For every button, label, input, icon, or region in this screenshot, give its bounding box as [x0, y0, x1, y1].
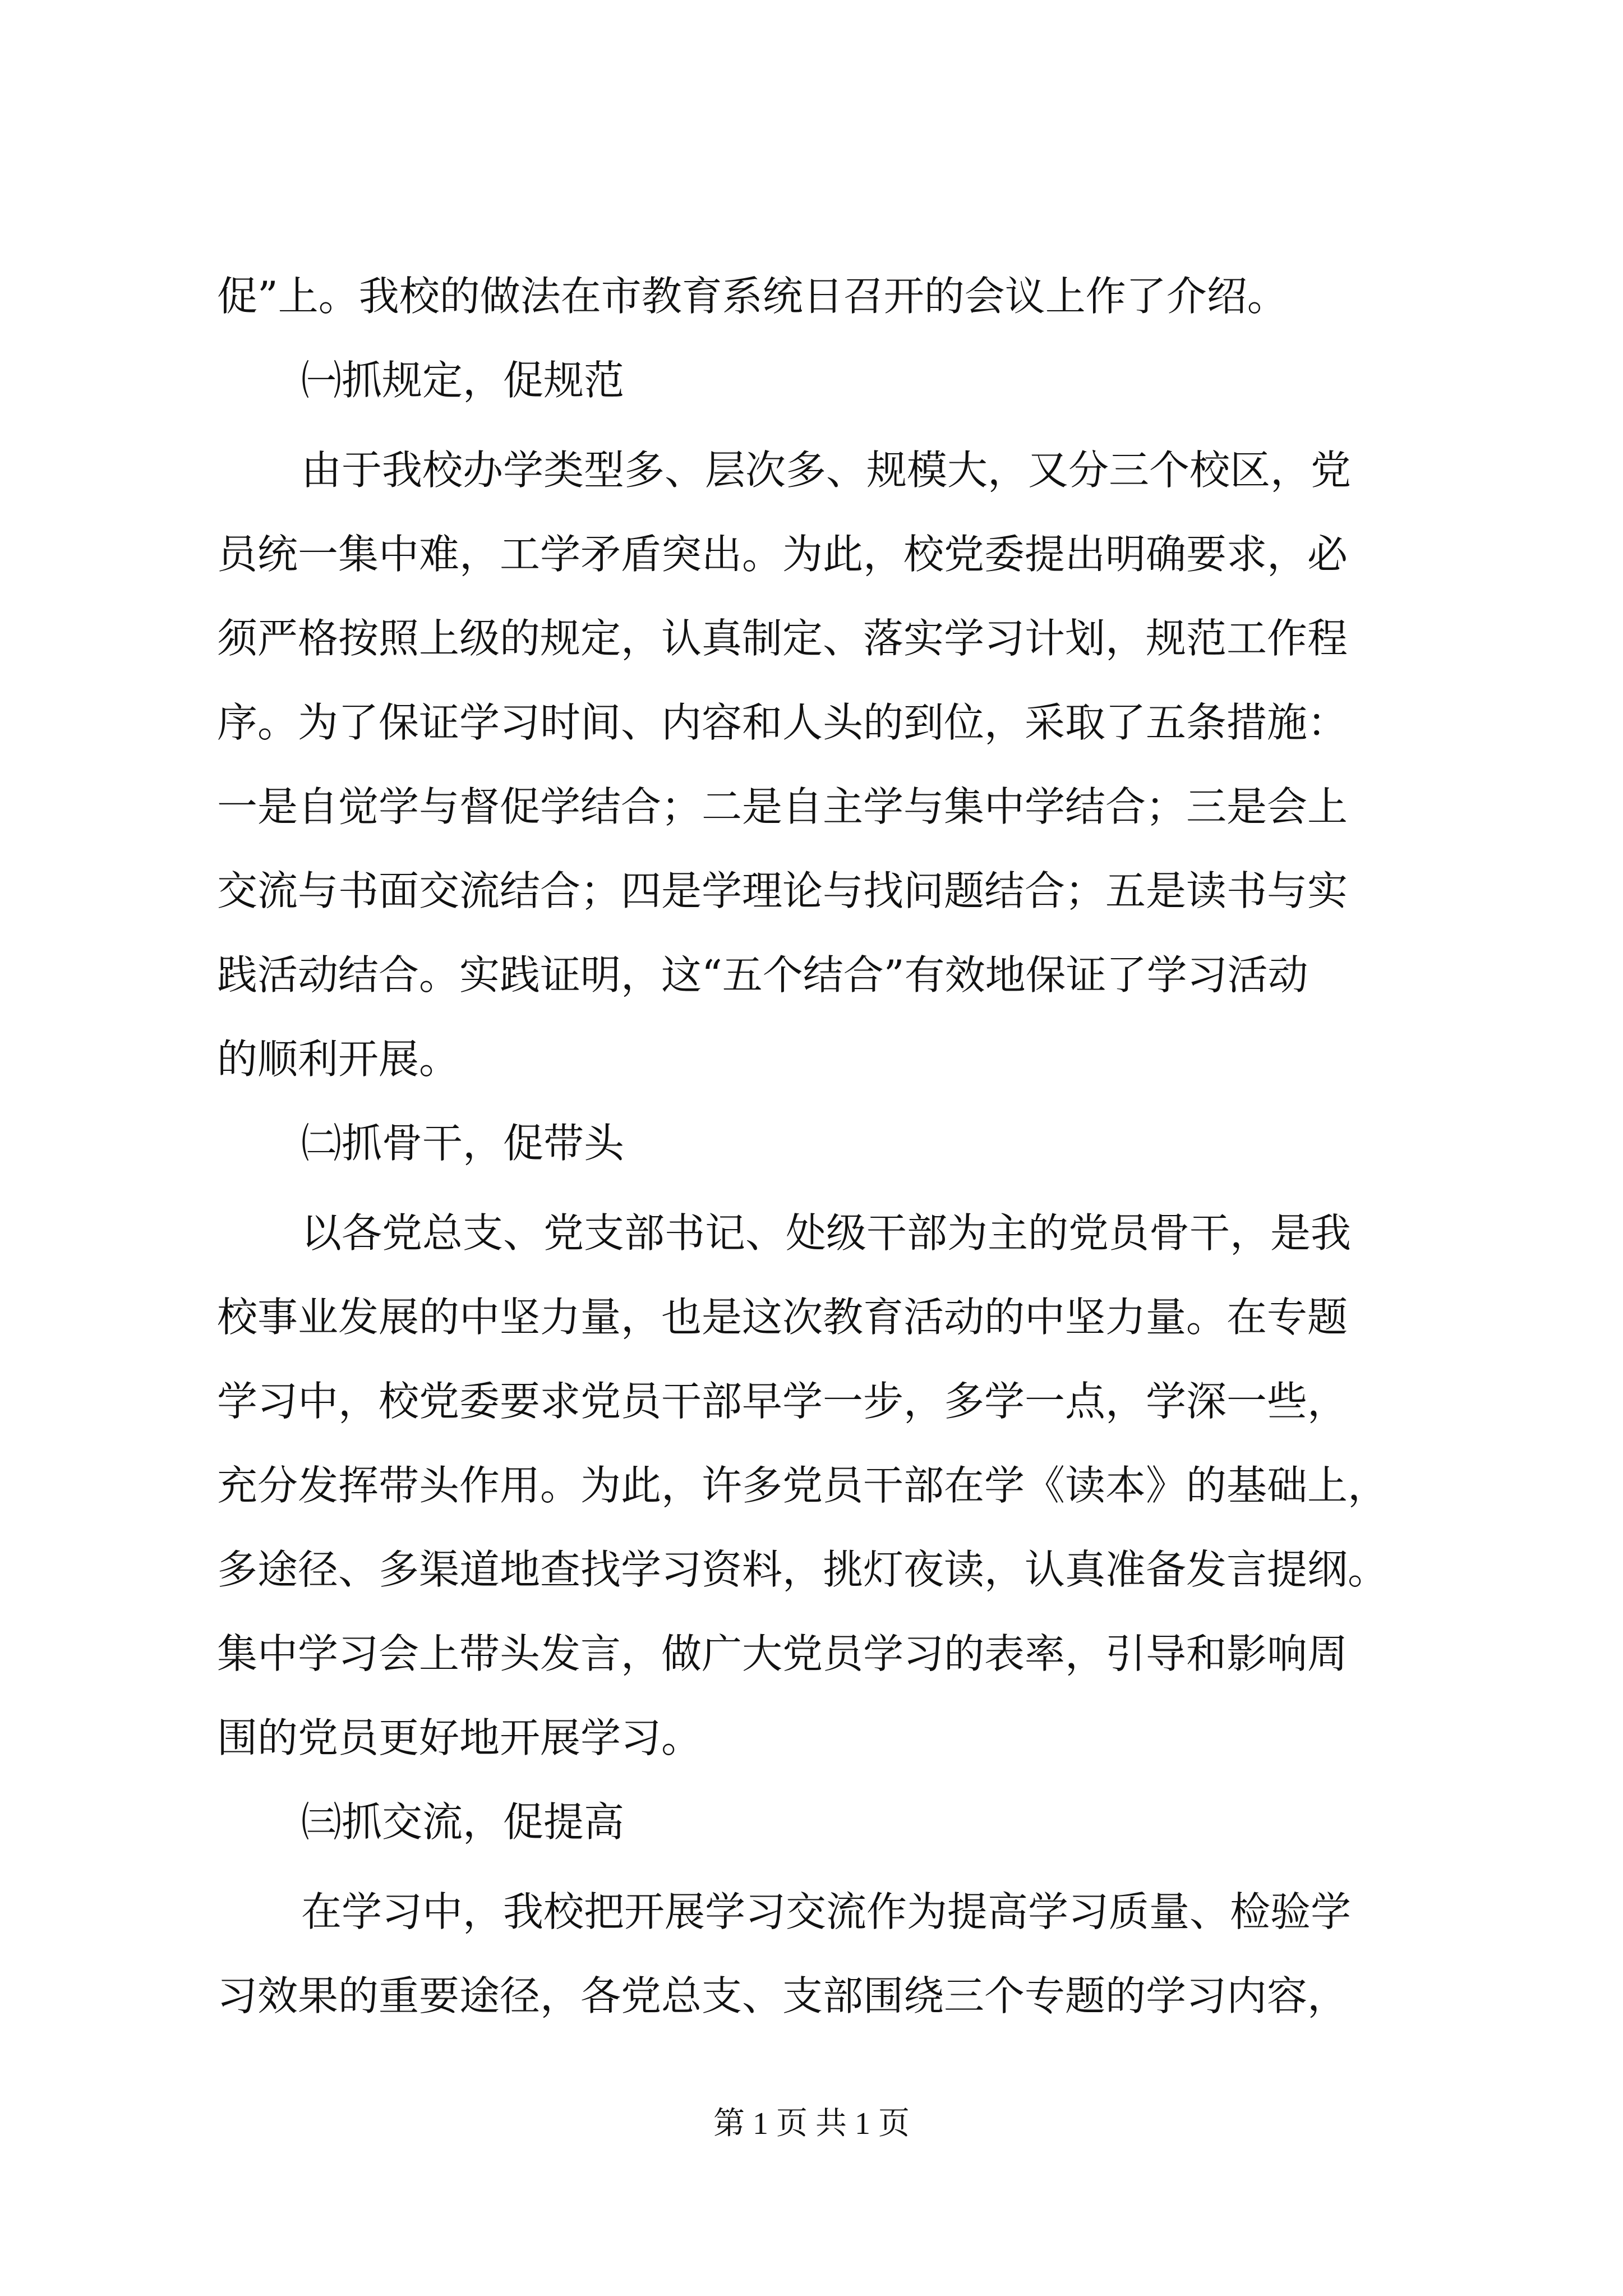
body-line: 序。为了保证学习时间、内容和人头的到位，采取了五条措施：: [217, 699, 1348, 746]
body-line: 促”上。我校的做法在市教育系统日召开的会议上作了介绍。: [217, 273, 1288, 320]
body-line: 学习中，校党委要求党员干部早学一步，多学一点，学深一些，: [217, 1378, 1348, 1425]
body-line: 须严格按照上级的规定，认真制定、落实学习计划，规范工作程: [217, 615, 1348, 662]
body-line: 习效果的重要途径，各党总支、支部围绕三个专题的学习内容，: [217, 1972, 1348, 2019]
body-line: 在学习中，我校把开展学习交流作为提高学习质量、检验学: [301, 1888, 1352, 1935]
section-heading-1: ㈠抓规定，促规范: [301, 357, 625, 404]
page-number-footer: 第 1 页 共 1 页: [713, 2106, 910, 2141]
body-line: 校事业发展的中坚力量，也是这次教育活动的中坚力量。在专题: [217, 1294, 1348, 1341]
body-line: 多途径、多渠道地查找学习资料，挑灯夜读，认真准备发言提纲。: [217, 1546, 1389, 1593]
section-heading-2: ㈡抓骨干，促带头: [301, 1120, 625, 1167]
body-line: 践活动结合。实践证明，这“五个结合”有效地保证了学习活动: [217, 951, 1308, 999]
body-line: 员统一集中难，工学矛盾突出。为此，校党委提出明确要求，必: [217, 531, 1348, 578]
body-line: 充分发挥带头作用。为此，许多党员干部在学《读本》的基础上，: [217, 1462, 1389, 1509]
body-line: 由于我校办学类型多、层次多、规模大，又分三个校区，党: [301, 447, 1352, 494]
body-line: 围的党员更好地开展学习。: [217, 1714, 702, 1761]
body-line: 一是自觉学与督促学结合；二是自主学与集中学结合；三是会上: [217, 783, 1348, 830]
section-heading-3: ㈢抓交流，促提高: [301, 1798, 625, 1846]
body-line: 以各党总支、党支部书记、处级干部为主的党员骨干，是我: [301, 1209, 1352, 1257]
body-line: 集中学习会上带头发言，做广大党员学习的表率，引导和影响周: [217, 1630, 1348, 1677]
body-line: 的顺利开展。: [217, 1036, 460, 1083]
body-line: 交流与书面交流结合；四是学理论与找问题结合；五是读书与实: [217, 867, 1348, 914]
